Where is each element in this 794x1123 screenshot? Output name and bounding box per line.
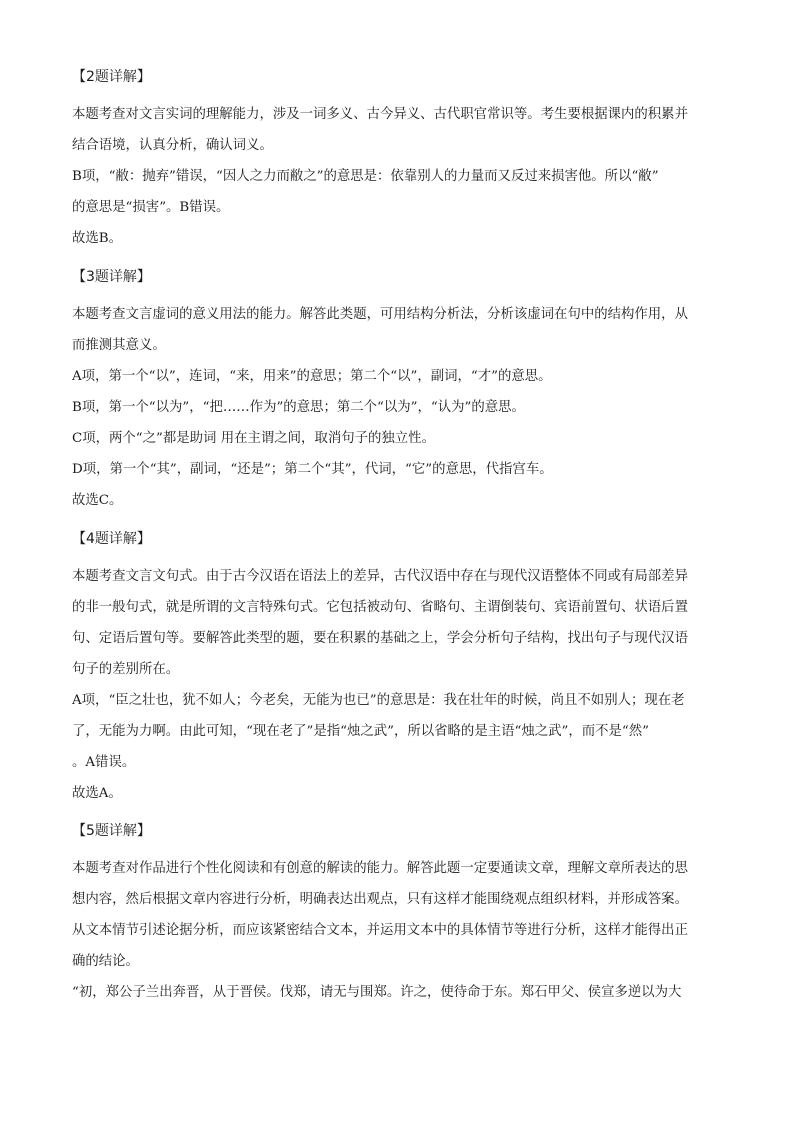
text-line: D项，第一个“其”，副词，“还是”；第二个“其”，代词，“它”的意思，代指宫车。 bbox=[72, 462, 553, 477]
text-line: 故选C。 bbox=[72, 493, 123, 508]
text-line: 本题考查文言文句式。由于古今汉语在语法上的差异，古代汉语中存在与现代汉语整体不同或有局部差异 bbox=[72, 569, 688, 584]
section-body bbox=[72, 853, 688, 1008]
section-q2 bbox=[72, 66, 688, 254]
text-line: A项，“臣之壮也，犹不如人；今老矣，无能为也已”的意思是：我在壮年的时候，尚且不如别人；现在老 bbox=[72, 693, 685, 708]
section-body bbox=[72, 99, 688, 254]
section-heading: 【5题详解】 bbox=[72, 823, 151, 839]
section-heading: 【4题详解】 bbox=[72, 531, 151, 547]
text-line: C项，两个“之”都是助词 用在主谓之间，取消句子的独立性。 bbox=[72, 431, 435, 446]
text-line: 本题考查对作品进行个性化阅读和有创意的解读的能力。解答此题一定要通读文章，理解文章所表达的思 bbox=[72, 861, 688, 876]
text-line: 。A错误。 bbox=[72, 755, 136, 770]
text-line: 的非一般句式，就是所谓的文言特殊句式。它包括被动句、省略句、主谓倒装句、宾语前置句、状语后置 bbox=[72, 600, 688, 615]
text-line: B项，第一个“以为”，“把……作为”的意思；第二个“以为”，“认为”的意思。 bbox=[72, 400, 525, 415]
section-heading: 【2题详解】 bbox=[72, 69, 151, 85]
section-q4 bbox=[72, 528, 688, 809]
section-q3 bbox=[72, 266, 688, 516]
text-line: 了，无能为力啊。由此可知，“现在老了”是指“烛之武”，所以省略的是主语“烛之武”，而不是“然” bbox=[72, 724, 649, 739]
text-line: 句子的差别所在。 bbox=[72, 662, 180, 677]
section-body bbox=[72, 299, 688, 516]
text-line: 结合语境，认真分析，确认词义。 bbox=[72, 138, 273, 153]
section-q5 bbox=[72, 820, 688, 1008]
text-line: 句、定语后置句等。要解答此类型的题，要在积累的基础之上，学会分析句子结构，找出句子与现代汉语 bbox=[72, 631, 688, 646]
text-line: 故选A。 bbox=[72, 786, 122, 801]
text-line: “初，郑公子兰出奔晋，从于晋侯。伐郑，请无与围郑。许之，使待命于东。郑石甲父、侯宣多逆以为大 bbox=[72, 985, 682, 1000]
text-line: 本题考查对文言实词的理解能力，涉及一词多义、古今异义、古代职官常识等。考生要根据课内的积累并 bbox=[72, 107, 688, 122]
text-line: 而推测其意义。 bbox=[72, 338, 166, 353]
text-line: 从文本情节引述论据分析，而应该紧密结合文本，并运用文本中的具体情节等进行分析，这样才能得出正 bbox=[72, 923, 688, 938]
section-body bbox=[72, 561, 688, 809]
text-line: 想内容，然后根据文章内容进行分析，明确表达出观点，只有这样才能围绕观点组织材料，并形成答案。 bbox=[72, 892, 688, 907]
section-heading: 【3题详解】 bbox=[72, 269, 151, 285]
text-line: 确的结论。 bbox=[72, 954, 139, 969]
text-line: 本题考查文言虚词的意义用法的能力。解答此类题，可用结构分析法，分析该虚词在句中的结构作用，从 bbox=[72, 307, 688, 322]
text-line: 的意思是“损害”。B错误。 bbox=[72, 200, 230, 215]
text-line: 故选B。 bbox=[72, 231, 123, 246]
text-line: A项，第一个“以”，连词，“来，用来”的意思；第二个“以”，副词，“才”的意思。 bbox=[72, 369, 552, 384]
text-line: B项，“敝：抛弃”错误，“因人之力而敝之”的意思是：依靠别人的力量而又反过来损害他。所以“敝” bbox=[72, 169, 659, 184]
